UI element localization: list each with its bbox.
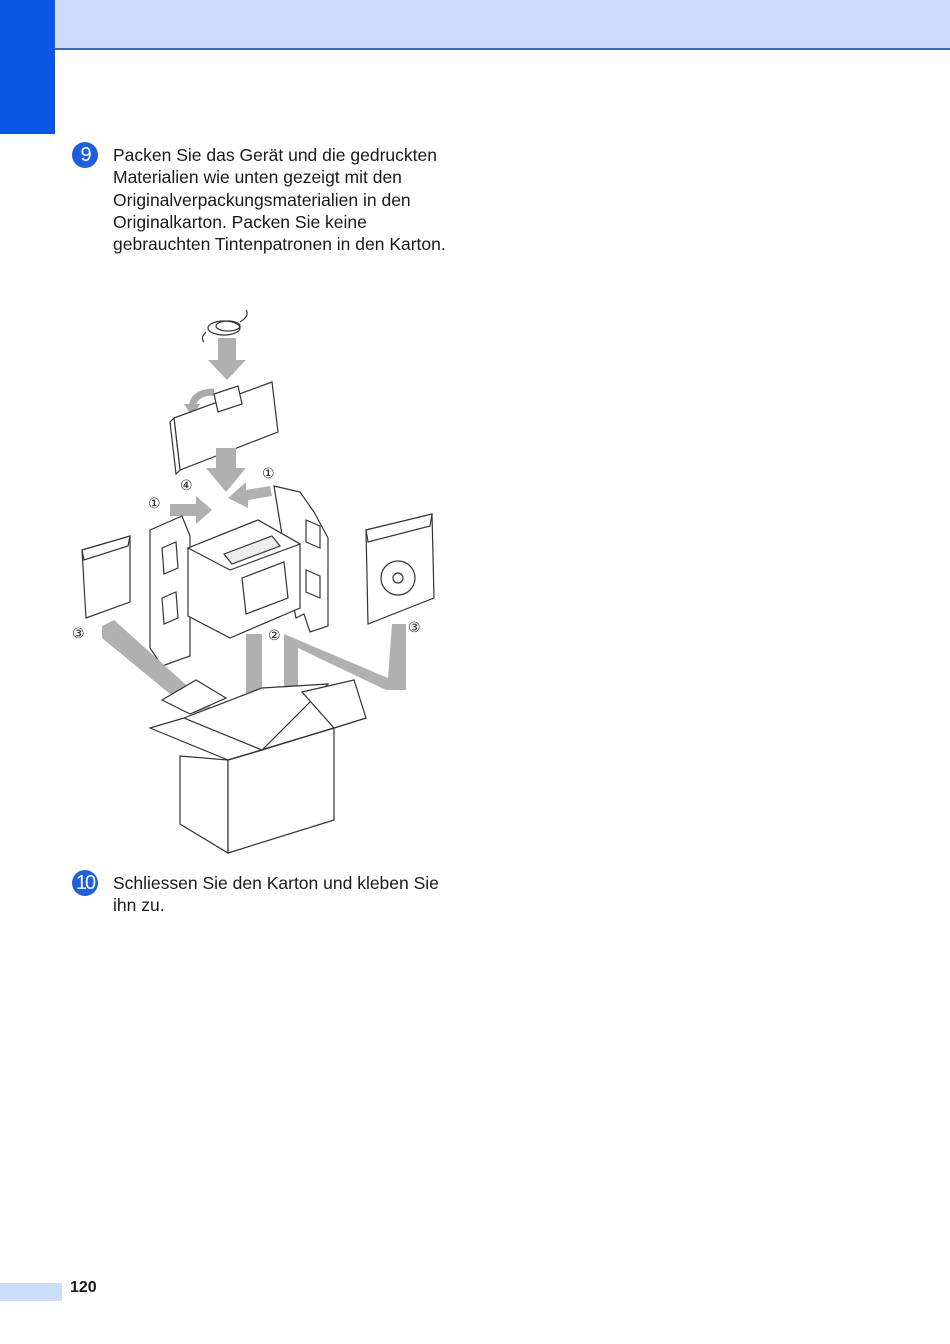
label-2: ② xyxy=(268,628,281,644)
packing-illustration xyxy=(66,308,446,863)
cd-sleeve xyxy=(366,514,434,624)
step-10 xyxy=(72,870,472,930)
chapter-tab xyxy=(0,0,55,134)
step-9 xyxy=(72,142,472,312)
label-1-top: ① xyxy=(262,466,275,482)
footer-band xyxy=(0,1283,62,1301)
label-4: ④ xyxy=(180,478,193,494)
step-instruction-text: Schliessen Sie den Karton und kleben Sie ihn zu. xyxy=(113,873,439,916)
cable-icon xyxy=(202,310,247,342)
header-band xyxy=(0,0,950,50)
page-number: 120 xyxy=(70,1279,97,1296)
step-number-badge: 9 xyxy=(72,142,98,168)
printer-device xyxy=(188,520,300,638)
left-foam-block xyxy=(150,516,190,666)
cardboard-box xyxy=(150,680,366,853)
label-1-left: ① xyxy=(148,496,161,512)
arrow-left-shape xyxy=(228,482,272,508)
step-number-badge: 10 xyxy=(72,870,98,896)
arrow-down-shape xyxy=(208,338,246,380)
label-3-left: ③ xyxy=(72,626,85,642)
accessory-bag xyxy=(82,536,130,618)
label-3-right: ③ xyxy=(408,620,421,636)
step-instruction-text: Packen Sie das Gerät und die gedruckten Materialien wie unten gezeigt mit den Originalverpackungsmaterialien in den Originalkarton. Packen Sie keine gebrauchten Tintenpatronen in den Karton. xyxy=(113,145,446,255)
